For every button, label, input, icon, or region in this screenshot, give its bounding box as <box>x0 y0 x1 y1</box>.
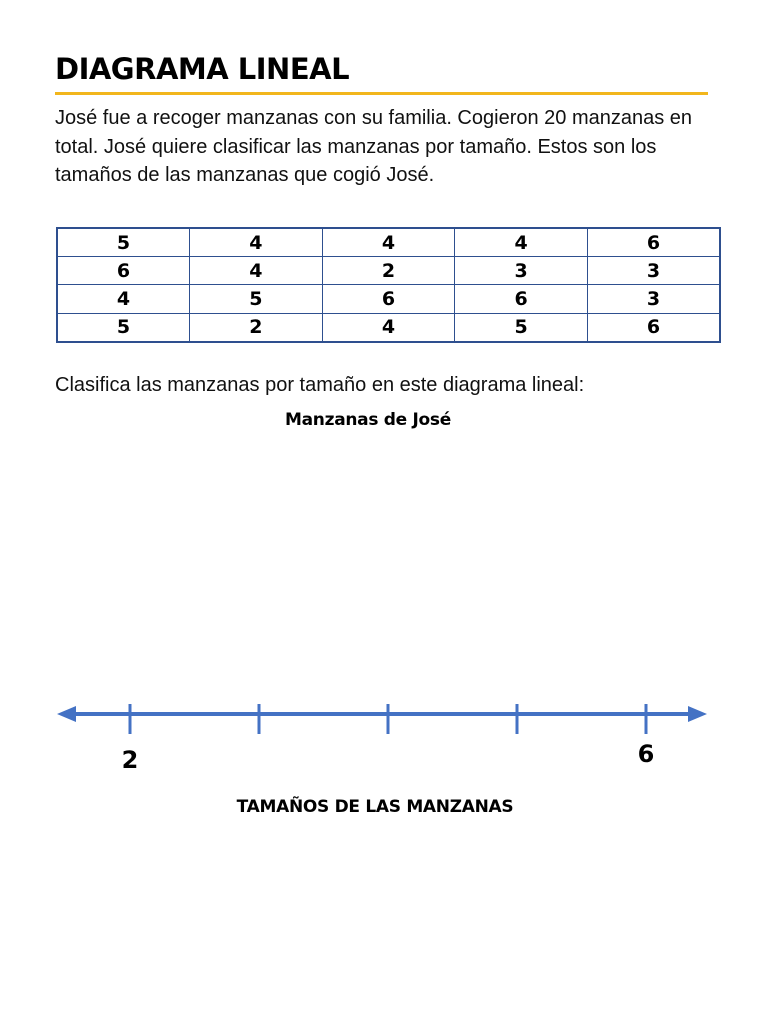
instruction-text: Clasifica las manzanas por tamaño en este diagrama lineal: <box>55 374 585 396</box>
page-title: DIAGRAMA LINEAL <box>55 52 350 86</box>
table-cell: 4 <box>190 228 323 257</box>
chart-title: Manzanas de José <box>285 410 451 430</box>
table-cell: 5 <box>57 313 190 342</box>
axis-title: TAMAÑOS DE LAS MANZANAS <box>236 797 514 817</box>
table-cell: 5 <box>455 313 588 342</box>
table-cell: 5 <box>190 285 323 313</box>
table-cell: 6 <box>587 228 720 257</box>
right-arrowhead <box>688 706 707 722</box>
left-arrowhead <box>57 706 76 722</box>
number-line <box>0 690 768 790</box>
intro-paragraph: José fue a recoger manzanas con su familia. Cogieron 20 manzanas en total. José quiere clasificar las manzanas por tamaño. Estos son los tamaños de las manzanas que cogió José. <box>55 107 693 186</box>
table-cell: 2 <box>322 257 455 285</box>
table-cell: 6 <box>322 285 455 313</box>
tick-label-6: 6 <box>637 740 655 768</box>
table-row <box>57 313 720 342</box>
tick-label-2: 2 <box>121 746 139 774</box>
table-cell: 5 <box>57 228 190 257</box>
table-row <box>57 285 720 313</box>
table-cell: 4 <box>57 285 190 313</box>
table-cell: 6 <box>57 257 190 285</box>
table-cell: 4 <box>322 228 455 257</box>
apple-sizes-table <box>56 227 721 343</box>
table-cell: 2 <box>190 313 323 342</box>
table-cell: 3 <box>455 257 588 285</box>
table-cell: 4 <box>455 228 588 257</box>
table-cell: 6 <box>455 285 588 313</box>
table-cell: 3 <box>587 257 720 285</box>
title-underline <box>55 92 708 95</box>
table-cell: 4 <box>190 257 323 285</box>
table-cell: 6 <box>587 313 720 342</box>
table-row <box>57 228 720 257</box>
table-cell: 4 <box>322 313 455 342</box>
table-row <box>57 257 720 285</box>
table-cell: 3 <box>587 285 720 313</box>
